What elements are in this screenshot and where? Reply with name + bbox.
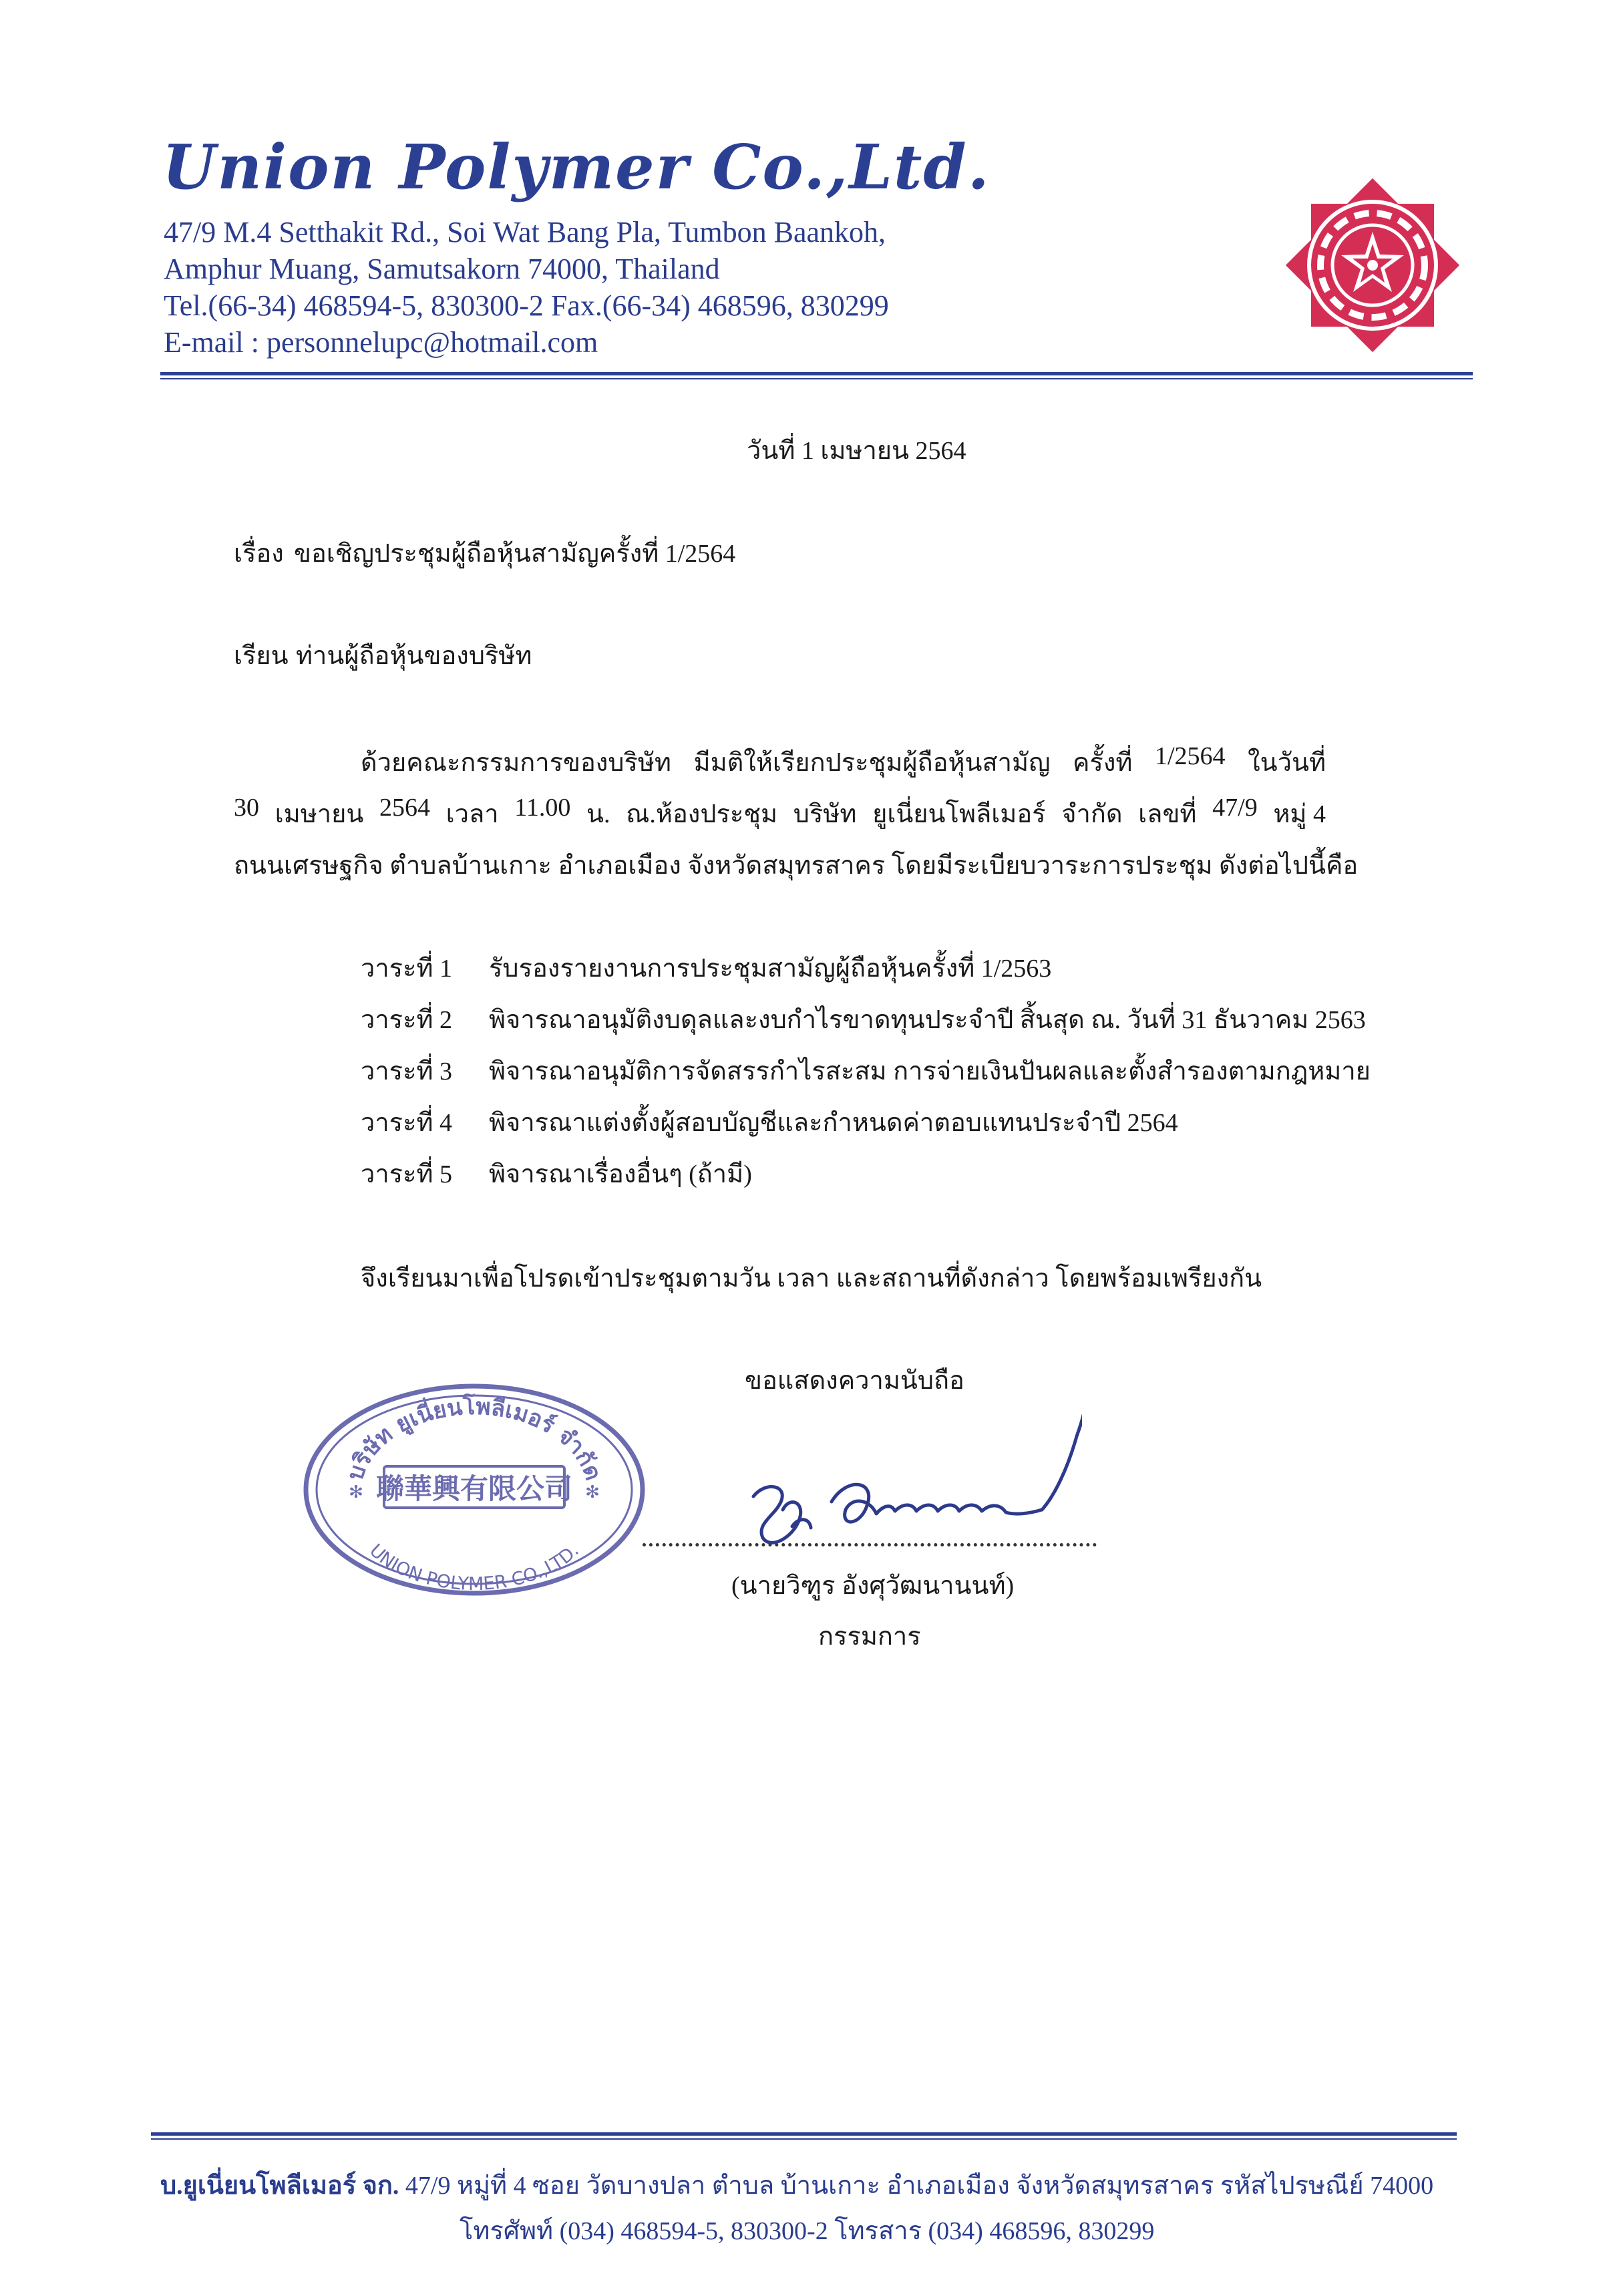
body-line-1 — [361, 742, 1326, 782]
footer-company: บ.ยูเนี่ยนโพลีเมอร์ จก. — [160, 2172, 399, 2200]
body-line-2-part: 30 — [234, 794, 259, 822]
svg-text:✻: ✻ — [585, 1482, 600, 1502]
regards-line: ขอแสดงความนับถือ — [745, 1367, 964, 1395]
signer-title: กรรมการ — [818, 1623, 921, 1651]
body-line-2-part: เวลา — [445, 800, 499, 828]
svg-text:บริษัท ยูเนี่ยนโพลีเมอร์ จำกัด — [342, 1393, 607, 1484]
signer-name: (นายวิฑูร อังศุวัฒนานนท์) — [731, 1572, 1015, 1600]
body-line-2-part: 11.00 — [514, 794, 571, 822]
footer-address-line — [160, 2164, 1433, 2205]
agenda-label: วาระที่ 5 — [361, 1160, 453, 1188]
body-line-2-part: น. — [586, 800, 610, 828]
body-line-2-part: ยูเนี่ยนโพลีเมอร์ — [872, 800, 1046, 828]
body-line-1-part: ครั้งที่ — [1073, 749, 1133, 777]
agenda-text: พิจารณาอนุมัติการจัดสรรกำไรสะสม การจ่ายเงินปันผลและตั้งสำรองตามกฎหมาย — [489, 1057, 1371, 1086]
footer-rule — [151, 2132, 1457, 2136]
agenda-item — [361, 947, 1051, 988]
body-line-1-part: ด้วยคณะกรรมการของบริษัท — [361, 749, 671, 777]
subject-label: เรื่อง — [234, 540, 284, 568]
letter-date: วันที่ 1 เมษายน 2564 — [747, 437, 966, 465]
body-line-2-part: บริษัท — [793, 800, 857, 828]
agenda-text: พิจารณาแต่งตั้งผู้สอบบัญชีและกำหนดค่าตอบแทนประจำปี 2564 — [489, 1109, 1178, 1137]
body-line-2-part: จำกัด — [1061, 800, 1123, 828]
agenda-label: วาระที่ 3 — [361, 1057, 453, 1086]
agenda-label: วาระที่ 1 — [361, 955, 453, 983]
agenda-label: วาระที่ 4 — [361, 1109, 453, 1137]
header-rule-thin — [160, 378, 1473, 379]
body-line-2-part: 2564 — [379, 794, 430, 822]
agenda-item — [361, 1050, 1371, 1091]
footer-address: 47/9 หมู่ที่ 4 ซอย วัดบางปลา ตำบล บ้านเกาะ อำเภอเมือง จังหวัดสมุทรสาคร รหัสไปรษณีย์ 74000 — [405, 2172, 1434, 2200]
salutation-label: เรียน — [234, 642, 289, 670]
footer-phone-line: โทรศัพท์ (034) 468594-5, 830300-2 โทรสาร (034) 468596, 830299 — [460, 2217, 1155, 2245]
header-rule — [160, 372, 1473, 375]
body-line-2-part: เลขที่ — [1138, 800, 1197, 828]
agenda-item — [361, 999, 1366, 1039]
footer-rule-thin — [151, 2138, 1457, 2140]
stamp-chinese-text: 聯華興有限公司 — [375, 1472, 573, 1505]
body-line-3: ถนนเศรษฐกิจ ตำบลบ้านเกาะ อำเภอเมือง จังหวัดสมุทรสาคร โดยมีระเบียบวาระการประชุม ดังต่อไปนี้คือ — [234, 852, 1359, 880]
agenda-text: รับรองรายงานการประชุมสามัญผู้ถือหุ้นครั้งที่ 1/2563 — [489, 955, 1052, 983]
svg-text:UNION POLYMER CO.,LTD. — [365, 1540, 583, 1595]
company-logo-icon — [1282, 175, 1463, 355]
company-stamp — [297, 1376, 651, 1603]
agenda-item — [361, 1153, 752, 1194]
stamp-english-text: UNION POLYMER CO.,LTD. — [365, 1540, 583, 1595]
address-line-1: 47/9 M.4 Setthakit Rd., Soi Wat Bang Pla, Tumbon Baankoh, — [164, 216, 886, 249]
signature-image — [735, 1396, 1082, 1556]
company-name: Union Polymer Co.,Ltd. — [162, 131, 991, 203]
agenda-text: พิจารณาอนุมัติงบดุลและงบกำไรขาดทุนประจำปี สิ้นสุด ณ. วันที่ 31 ธันวาคม 2563 — [489, 1006, 1366, 1034]
svg-text:✻: ✻ — [349, 1482, 363, 1502]
subject-text: ขอเชิญประชุมผู้ถือหุ้นสามัญครั้งที่ 1/2564 — [294, 540, 736, 568]
email-line: E-mail : personnelupc@hotmail.com — [164, 326, 598, 359]
closing-sentence: จึงเรียนมาเพื่อโปรดเข้าประชุมตามวัน เวลา และสถานที่ดังกล่าว โดยพร้อมเพรียงกัน — [361, 1265, 1262, 1293]
body-line-2-part: 47/9 — [1212, 794, 1258, 822]
stamp-thai-text: บริษัท ยูเนี่ยนโพลีเมอร์ จำกัด — [341, 1393, 607, 1484]
contact-line: Tel.(66-34) 468594-5, 830300-2 Fax.(66-34) 468596, 830299 — [164, 289, 889, 322]
address-line-2: Amphur Muang, Samutsakorn 74000, Thailand — [164, 253, 720, 285]
salutation-text: ท่านผู้ถือหุ้นของบริษัท — [296, 642, 532, 670]
agenda-text: พิจารณาเรื่องอื่นๆ (ถ้ามี) — [489, 1160, 752, 1188]
body-line-2-part: ณ.ห้องประชุม — [626, 800, 778, 828]
body-line-1-part: มีมติให้เรียกประชุมผู้ถือหุ้นสามัญ — [693, 749, 1051, 777]
body-line-2 — [234, 793, 1326, 834]
body-line-1-part: ในวันที่ — [1248, 749, 1326, 777]
body-line-2-part: เมษายน — [275, 800, 364, 828]
body-line-1-part: 1/2564 — [1154, 742, 1226, 770]
agenda-item — [361, 1102, 1178, 1142]
agenda-label: วาระที่ 2 — [361, 1006, 453, 1034]
body-line-2-part: หมู่ 4 — [1273, 800, 1326, 828]
